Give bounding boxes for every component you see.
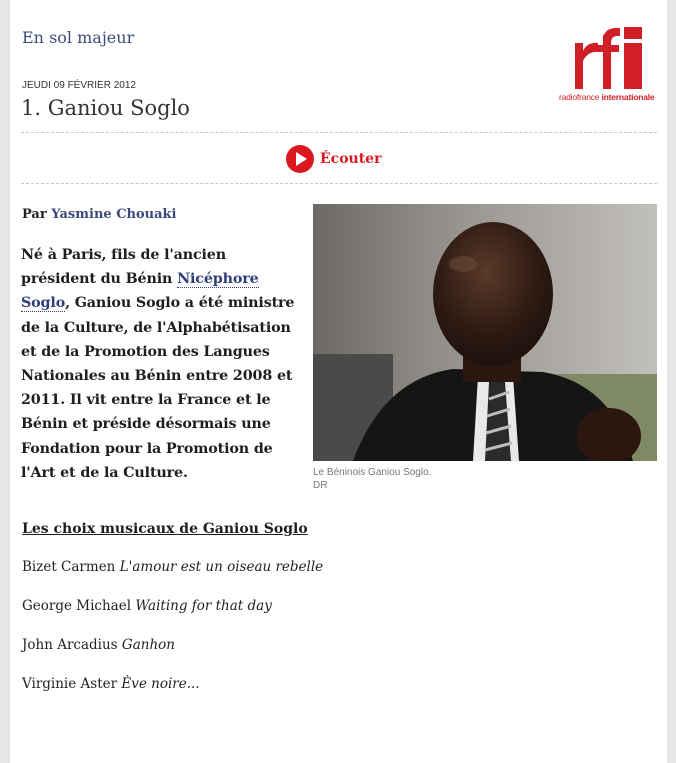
listen-label: Écouter [320, 151, 382, 167]
intro-text: Né à Paris, fils de l'ancien président du Bénin [21, 247, 226, 288]
page [10, 0, 667, 763]
article-photo [313, 204, 657, 461]
intro-text: , Ganiou Soglo a été ministre de la Culture, de l'Alphabétisation et de la Promotion des Langues Nationales au Bénin entre 2008 et 2011. Il vit entre la France et le Bénin et préside désormais une Fondation pour la Promotion de l'Art et de la Culture. [21, 295, 295, 481]
divider [21, 132, 657, 133]
author-link[interactable]: Yasmine Chouaki [51, 207, 177, 222]
track-item [22, 676, 200, 692]
play-icon [286, 145, 314, 173]
article-intro [21, 243, 303, 485]
track-title: L'amour est un oiseau rebelle [119, 559, 324, 575]
listen-button[interactable] [286, 144, 381, 174]
track-artist: John Arcadius [22, 637, 118, 653]
portrait-image [313, 204, 657, 461]
track-artist: Virginie Aster [22, 676, 118, 692]
music-section-title: Les choix musicaux de Ganiou Soglo [22, 521, 308, 537]
track-title: Waiting for that day [135, 598, 272, 614]
photo-caption [313, 466, 513, 492]
byline-prefix: Par [22, 207, 47, 222]
article-title: 1. Ganiou Soglo [21, 96, 190, 120]
track-title: Ganhon [121, 637, 175, 653]
person-link[interactable]: Nicéphore Soglo [21, 271, 259, 312]
byline [22, 207, 176, 222]
photo-credit: DR [313, 480, 328, 491]
track-artist: Bizet Carmen [22, 559, 116, 575]
track-artist: George Michael [22, 598, 132, 614]
show-title[interactable]: En sol majeur [22, 28, 135, 47]
track-item [22, 559, 323, 575]
article-date: JEUDI 09 FÉVRIER 2012 [22, 80, 136, 91]
track-item [22, 598, 272, 614]
caption-text: Le Béninois Ganiou Soglo. [313, 467, 432, 478]
rfi-logo-text: radiofrance internationale [559, 92, 655, 102]
track-title: Ève noire... [121, 676, 200, 692]
rfi-logo-mark [573, 27, 645, 89]
divider [21, 183, 657, 184]
rfi-logo[interactable] [559, 27, 659, 103]
track-item [22, 637, 175, 653]
